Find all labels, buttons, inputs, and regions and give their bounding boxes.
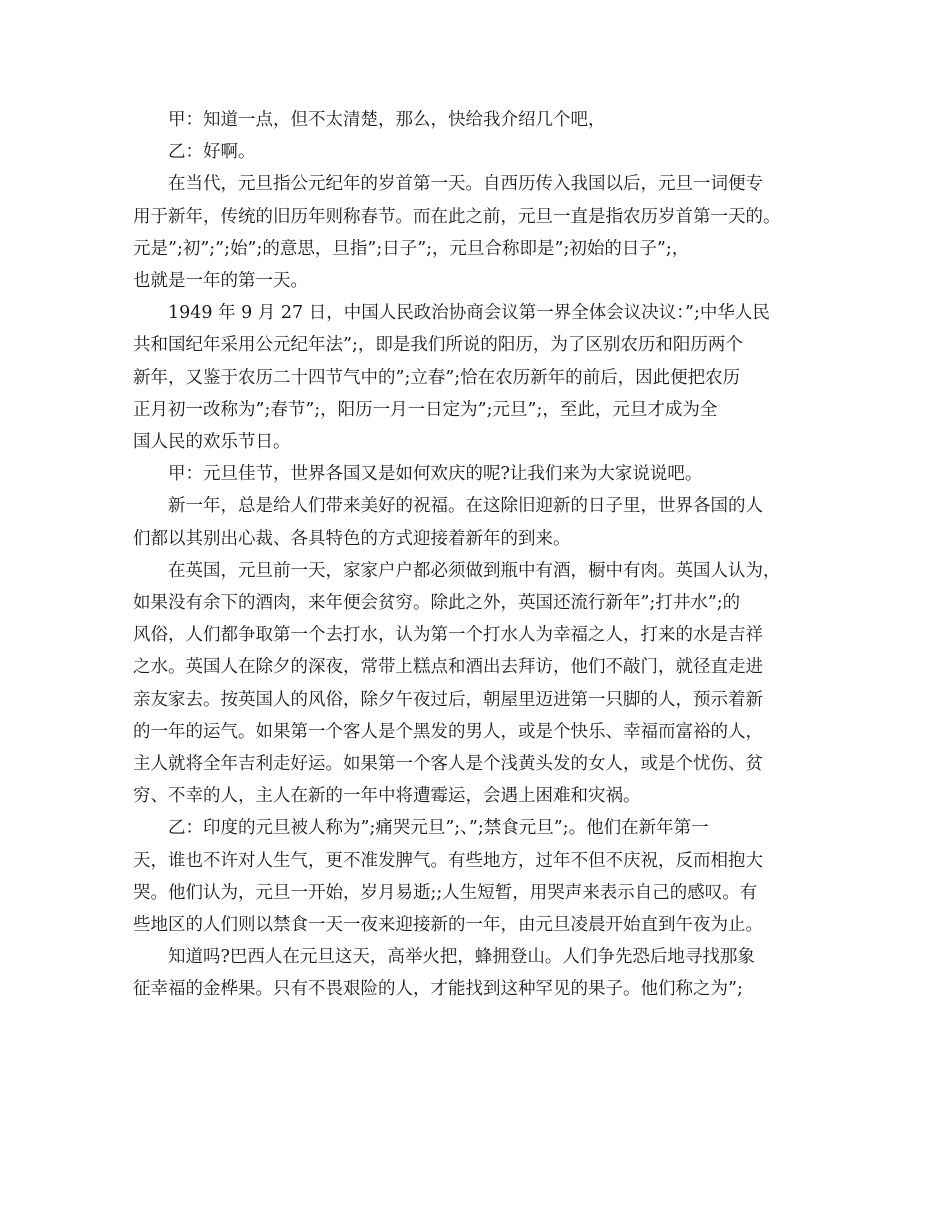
text-line: 些地区的人们则以禁食一天一夜来迎接新的一年，由元旦凌晨开始直到午夜为止。 xyxy=(133,915,763,936)
text-line: 之水。英国人在除夕的深夜，常带上糕点和酒出去拜访，他们不敲门，就径直走进 xyxy=(133,657,763,678)
text-line: 穷、不幸的人，主人在新的一年中将遭霉运，会遇上困难和灾祸。 xyxy=(133,786,641,807)
text-line: 国人民的欢乐节日。 xyxy=(133,432,291,453)
text-line: 哭。他们认为，元旦一开始，岁月易逝;;人生短暂，用哭声来表示自己的感叹。有 xyxy=(133,882,758,903)
text-line: 正月初一改称为”;春节”;，阳历一月一日定为”;元旦”;，至此，元旦才成为全 xyxy=(133,399,718,420)
text-line: 在英国，元旦前一天，家家户户都必须做到瓶中有酒，橱中有肉。英国人认为， xyxy=(168,560,781,581)
paragraph-9 xyxy=(133,941,823,1005)
paragraph-4 xyxy=(133,297,823,458)
text-line: 1949 年 9 月 27 日，中国人民政治协商会议第一界全体会议决议：”;中华人民 xyxy=(168,303,770,324)
text-line: 如果没有余下的酒肉，来年便会贫穷。除此之外，英国还流行新年”;打井水”;的 xyxy=(133,593,741,614)
text-line: 的一年的运气。如果第一个客人是个黑发的男人，或是个快乐、幸福而富裕的人， xyxy=(133,721,763,742)
text-line: 知道吗?巴西人在元旦这天，高举火把，蜂拥登山。人们争先恐后地寻找那象 xyxy=(168,947,755,968)
document-page xyxy=(133,104,823,1006)
text-line: 新年，又鉴于农历二十四节气中的”;立春”;恰在农历新年的前后，因此便把农历 xyxy=(133,367,741,388)
text-line: 风俗，人们都争取第一个去打水，认为第一个打水人为幸福之人，打来的水是吉祥 xyxy=(133,625,763,646)
paragraph-2 xyxy=(133,136,823,168)
paragraph-3 xyxy=(133,168,823,297)
paragraph-5 xyxy=(133,458,823,490)
text-line: 甲：知道一点，但不太清楚，那么，快给我介绍几个吧， xyxy=(168,110,606,130)
text-line: 元是”;初”;”;始”;的意思，旦指”;日子”;，元旦合称即是”;初始的日子”;， xyxy=(133,238,690,259)
text-line: 在当代，元旦指公元纪年的岁首第一天。自西历传入我国以后，元旦一词便专 xyxy=(168,174,763,195)
text-line: 主人就将全年吉利走好运。如果第一个客人是个浅黄头发的女人，或是个忧伤、贫 xyxy=(133,754,763,775)
text-line: 共和国纪年采用公元纪年法”;，即是我们所说的阳历，为了区别农历和阳历两个 xyxy=(133,335,743,356)
paragraph-1 xyxy=(133,104,823,136)
text-line: 甲：元旦佳节，世界各国又是如何欢庆的呢?让我们来为大家说说吧。 xyxy=(168,464,703,485)
paragraph-7 xyxy=(133,555,823,813)
paragraph-6 xyxy=(133,490,823,554)
text-line: 乙：印度的元旦被人称为”;痛哭元旦”;、”;禁食元旦”;。他们在新年第一 xyxy=(168,818,709,839)
text-line: 新一年，总是给人们带来美好的祝福。在这除旧迎新的日子里，世界各国的人 xyxy=(168,496,763,517)
text-line: 们都以其别出心裁、各具特色的方式迎接着新年的到来。 xyxy=(133,528,571,549)
text-line: 征幸福的金桦果。只有不畏艰险的人，才能找到这种罕见的果子。他们称之为”; xyxy=(133,979,743,1000)
paragraph-8 xyxy=(133,812,823,941)
text-line: 也就是一年的第一天。 xyxy=(133,271,308,292)
text-line: 亲友家去。按英国人的风俗，除夕午夜过后，朝屋里迈进第一只脚的人，预示着新 xyxy=(133,689,763,710)
text-line: 天，谁也不许对人生气，更不准发脾气。有些地方，过年不但不庆祝，反而相抱大 xyxy=(133,850,763,871)
text-line: 用于新年，传统的旧历年则称春节。而在此之前，元旦一直是指农历岁首第一天的。 xyxy=(133,206,781,227)
text-line: 乙：好啊。 xyxy=(168,142,256,163)
